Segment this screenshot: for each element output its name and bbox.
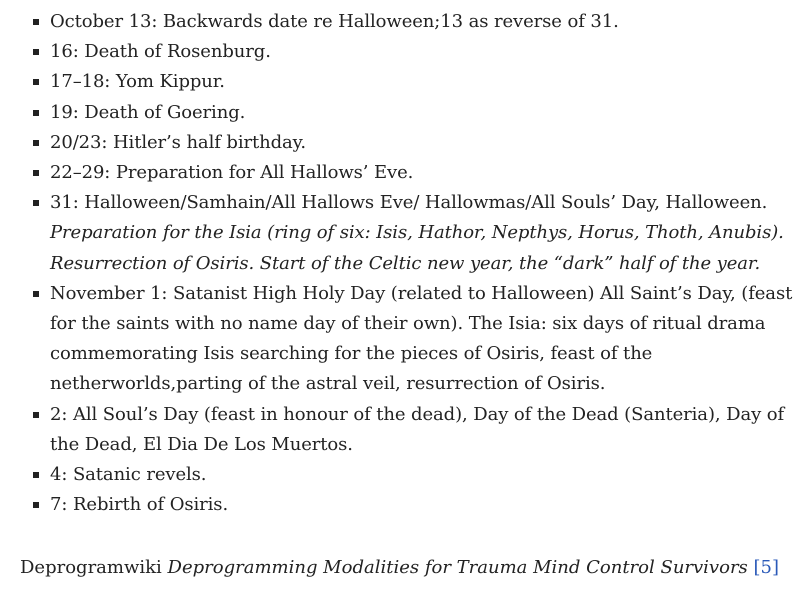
source-footer [20, 553, 779, 583]
list-item [28, 279, 803, 400]
square-bullet-icon [33, 472, 39, 478]
list-item-text: 22–29: Preparation for All Hallows’ Eve. [50, 162, 414, 184]
list-item [28, 98, 803, 128]
square-bullet-icon [33, 170, 39, 176]
list-item [28, 460, 803, 490]
square-bullet-icon [33, 291, 39, 297]
list-item [28, 158, 803, 188]
source-name: Deprogramwiki [20, 557, 162, 578]
square-bullet-icon [33, 200, 39, 206]
list-item-text: 7: Rebirth of Osiris. [50, 494, 229, 516]
list-item [28, 490, 803, 520]
list-item [28, 128, 803, 158]
square-bullet-icon [33, 79, 39, 85]
list-item [28, 67, 803, 97]
list-item-italic-text: Preparation for the Isia (ring of six: Isis, Hathor, Nepthys, Horus, Thoth, Anubis). Resurrection of Osiris. Start of the Celtic new year, the “dark” half of the year. [50, 222, 784, 274]
list-item [28, 37, 803, 67]
list-item-text: 17–18: Yom Kippur. [50, 71, 225, 93]
list-item-text: 4: Satanic revels. [50, 464, 207, 486]
source-title: Deprogramming Modalities for Trauma Mind Control Survivors [167, 557, 748, 578]
list-item-text: November 1: Satanist High Holy Day (related to Halloween) All Saint’s Day, (feast for the saints with no name day of their own). The Isia: six days of ritual drama commemorating Isis searching for the pieces of Osiris, feast of the netherworlds,parting of the astral veil, resurrection of Osiris. [50, 282, 793, 395]
list-item-text: 2: All Soul’s Day (feast in honour of the dead), Day of the Dead (Santeria), Day of the Dead, El Dia De Los Muertos. [50, 403, 785, 455]
square-bullet-icon [33, 19, 39, 25]
list-item-text: 16: Death of Rosenburg. [50, 41, 271, 63]
square-bullet-icon [33, 110, 39, 116]
square-bullet-icon [33, 412, 39, 418]
square-bullet-icon [33, 140, 39, 146]
list-item-text: October 13: Backwards date re Halloween;13 as reverse of 31. [50, 11, 619, 32]
list-item [28, 7, 803, 37]
list-item-text: 19: Death of Goering. [50, 101, 246, 123]
list-item [28, 400, 803, 460]
citation-link[interactable]: [5] [753, 557, 780, 578]
list-item-text: 31: Halloween/Samhain/All Hallows Eve/ Hallowmas/All Souls’ Day, Halloween. [50, 192, 768, 214]
list-item-text: 20/23: Hitler’s half birthday. [50, 131, 306, 153]
list-item [28, 188, 803, 279]
square-bullet-icon [33, 502, 39, 508]
date-list [28, 7, 803, 520]
square-bullet-icon [33, 49, 39, 55]
